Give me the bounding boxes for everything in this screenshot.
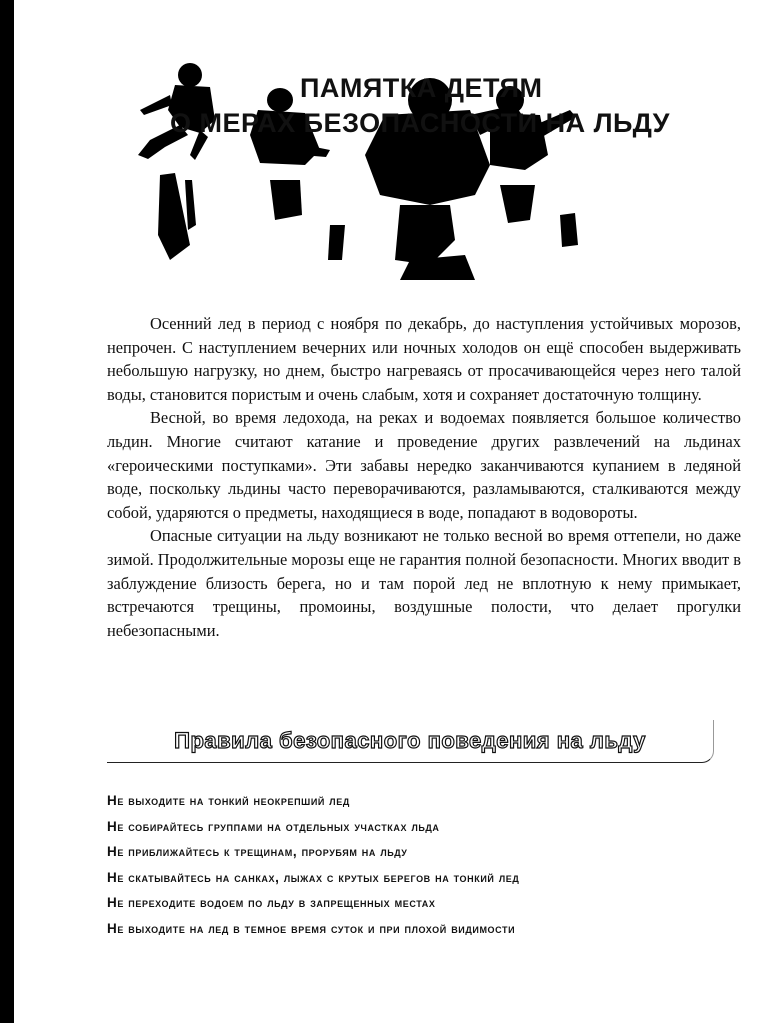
paragraph: Осенний лед в период с ноября по декабрь, до наступления устойчивых морозов, непрочен. С наступлением вечерних или ночных холодов он ещё способен выдерживать небольшую нагрузку, но днем, быстро нагреваясь от просачивающейся через него талой воды, становится пористым и очень слабым, хотя и сохраняет достаточную толщину. [107, 314, 741, 404]
body-text [107, 312, 741, 642]
rules-heading: Правила безопасного поведения на льду [174, 728, 646, 753]
rules-heading-box [107, 720, 714, 763]
rule-item: Не переходите водоем по льду в запрещенных местах [107, 895, 436, 910]
rules-list [107, 788, 743, 941]
rule-item: Не приближайтесь к трещинам, прорубям на льду [107, 844, 408, 859]
rule-item: Не собирайтесь группами на отдельных участках льда [107, 818, 440, 834]
rule-item: Не скатывайтесь на санках, лыжах с крутых берегов на тонкий лед [107, 869, 520, 885]
title-line-2: О МЕРАХ БЕЗОПАСНОСТИ НА ЛЬДУ [170, 108, 670, 138]
paragraph: Весной, во время ледохода, на реках и водоемах появляется большое количество льдин. Многие считают катание и проведение других развлечений на льдинах «героическими поступками». Эти забавы нередко заканчиваются купанием в ледяной воде, поскольку льдины часто переворачиваются, разламываются, сталкиваются между собой, ударяются о предметы, находящиеся в воде, попадают в водовороты. [107, 408, 741, 522]
paragraph: Опасные ситуации на льду возникают не только весной во время оттепели, но даже зимой. Продолжительные морозы еще не гарантия полной безопасности. Многих вводит в заблуждение близость берега, но и там порой лед не вплотную к нему примыкает, встречаются трещины, промоины, воздушные полости, что делает прогулки небезопасными. [107, 526, 741, 640]
rule-item: Не выходите на тонкий неокрепший лед [107, 793, 350, 808]
title-line-1: ПАМЯТКА ДЕТЯМ [300, 73, 543, 103]
rule-item: Не выходите на лед в темное время суток и при плохой видимости [107, 920, 516, 936]
scan-edge-bar [0, 0, 14, 1023]
